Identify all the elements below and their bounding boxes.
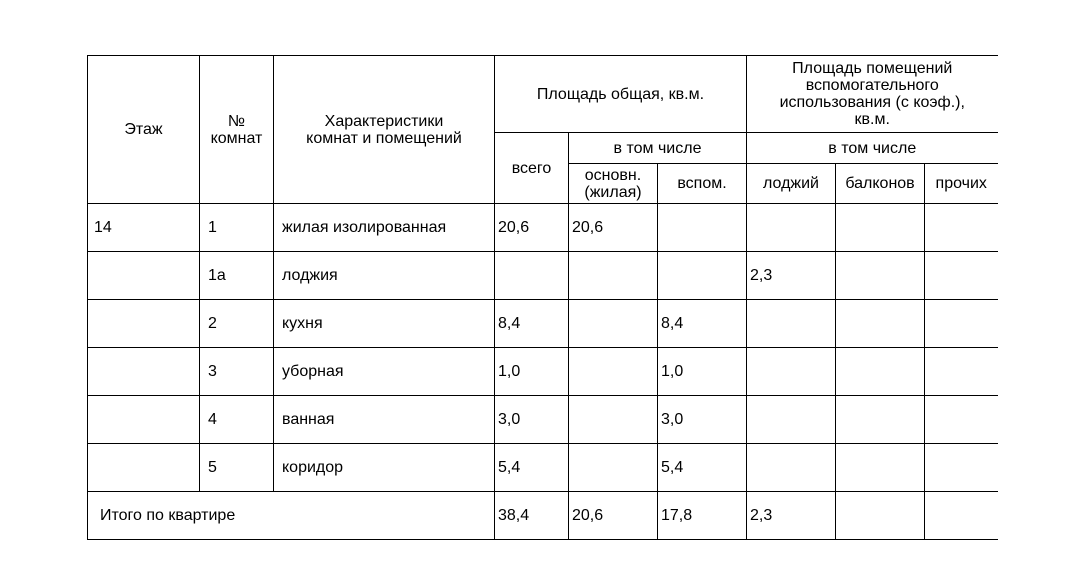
cell-other	[925, 252, 998, 300]
cell-total: 3,0	[495, 396, 569, 444]
cell-main	[569, 348, 658, 396]
summary-balcony	[836, 492, 925, 540]
cell-other	[925, 348, 998, 396]
cell-loggia	[747, 300, 836, 348]
header-aux-area-line2: вспомогательного	[805, 77, 939, 94]
cell-balcony	[836, 396, 925, 444]
header-room-number	[200, 56, 274, 204]
cell-aux: 3,0	[658, 396, 747, 444]
summary-other	[925, 492, 998, 540]
cell-floor	[88, 300, 200, 348]
cell-balcony	[836, 444, 925, 492]
cell-balcony	[836, 252, 925, 300]
header-loggias: лоджий	[747, 164, 836, 204]
header-balconies: балконов	[836, 164, 925, 204]
cell-aux	[658, 252, 747, 300]
cell-floor	[88, 348, 200, 396]
cell-aux: 5,4	[658, 444, 747, 492]
header-characteristics	[274, 56, 495, 204]
cell-name: коридор	[274, 444, 495, 492]
header-including-aux: в том числе	[747, 133, 998, 164]
cell-name: кухня	[274, 300, 495, 348]
cell-floor	[88, 444, 200, 492]
table-row	[88, 348, 998, 396]
cell-floor: 14	[88, 204, 200, 252]
cell-room: 5	[200, 444, 274, 492]
cell-name: уборная	[274, 348, 495, 396]
summary-main: 20,6	[569, 492, 658, 540]
cell-aux: 1,0	[658, 348, 747, 396]
cell-total	[495, 252, 569, 300]
table-row	[88, 396, 998, 444]
cell-room: 3	[200, 348, 274, 396]
header-area-total-group: Площадь общая, кв.м.	[495, 56, 747, 133]
table-row	[88, 252, 998, 300]
cell-other	[925, 396, 998, 444]
cell-main	[569, 252, 658, 300]
header-aux-area-line3: использования (с коэф.),	[779, 94, 965, 111]
cell-loggia	[747, 348, 836, 396]
cell-loggia: 2,3	[747, 252, 836, 300]
cell-total: 20,6	[495, 204, 569, 252]
cell-room: 1а	[200, 252, 274, 300]
cell-total: 8,4	[495, 300, 569, 348]
apartment-area-table	[87, 55, 998, 540]
cell-room: 2	[200, 300, 274, 348]
table-row	[88, 444, 998, 492]
summary-aux: 17,8	[658, 492, 747, 540]
cell-balcony	[836, 348, 925, 396]
summary-label: Итого по квартире	[88, 492, 495, 540]
table-row	[88, 204, 998, 252]
cell-aux: 8,4	[658, 300, 747, 348]
header-main-living	[569, 164, 658, 204]
header-room-number-line1: №	[227, 112, 246, 130]
cell-loggia	[747, 204, 836, 252]
cell-balcony	[836, 300, 925, 348]
cell-aux	[658, 204, 747, 252]
cell-main	[569, 300, 658, 348]
header-aux: вспом.	[658, 164, 747, 204]
table-row	[88, 300, 998, 348]
cell-main: 20,6	[569, 204, 658, 252]
summary-loggia: 2,3	[747, 492, 836, 540]
cell-floor	[88, 396, 200, 444]
cell-loggia	[747, 444, 836, 492]
cell-total: 5,4	[495, 444, 569, 492]
header-characteristics-line1: Характеристики	[324, 112, 444, 130]
header-aux-area-line4: кв.м.	[854, 111, 890, 128]
header-characteristics-line2: комнат и помещений	[306, 129, 462, 147]
header-aux-area-line1: Площадь помещений	[792, 60, 953, 77]
header-room-number-line2: комнат	[210, 129, 263, 147]
header-floor: Этаж	[88, 56, 200, 204]
cell-main	[569, 444, 658, 492]
header-other: прочих	[925, 164, 998, 204]
cell-total: 1,0	[495, 348, 569, 396]
summary-row	[88, 492, 998, 540]
cell-loggia	[747, 396, 836, 444]
cell-room: 1	[200, 204, 274, 252]
cell-other	[925, 300, 998, 348]
header-main-line2: (жилая)	[584, 183, 642, 201]
header-main-line1: основн.	[584, 166, 642, 184]
cell-room: 4	[200, 396, 274, 444]
cell-name: ванная	[274, 396, 495, 444]
summary-total: 38,4	[495, 492, 569, 540]
cell-name: лоджия	[274, 252, 495, 300]
cell-floor	[88, 252, 200, 300]
header-including: в том числе	[569, 133, 747, 164]
cell-main	[569, 396, 658, 444]
cell-name: жилая изолированная	[274, 204, 495, 252]
header-total: всего	[495, 133, 569, 204]
cell-other	[925, 204, 998, 252]
header-aux-area-group	[747, 56, 998, 133]
cell-other	[925, 444, 998, 492]
cell-balcony	[836, 204, 925, 252]
